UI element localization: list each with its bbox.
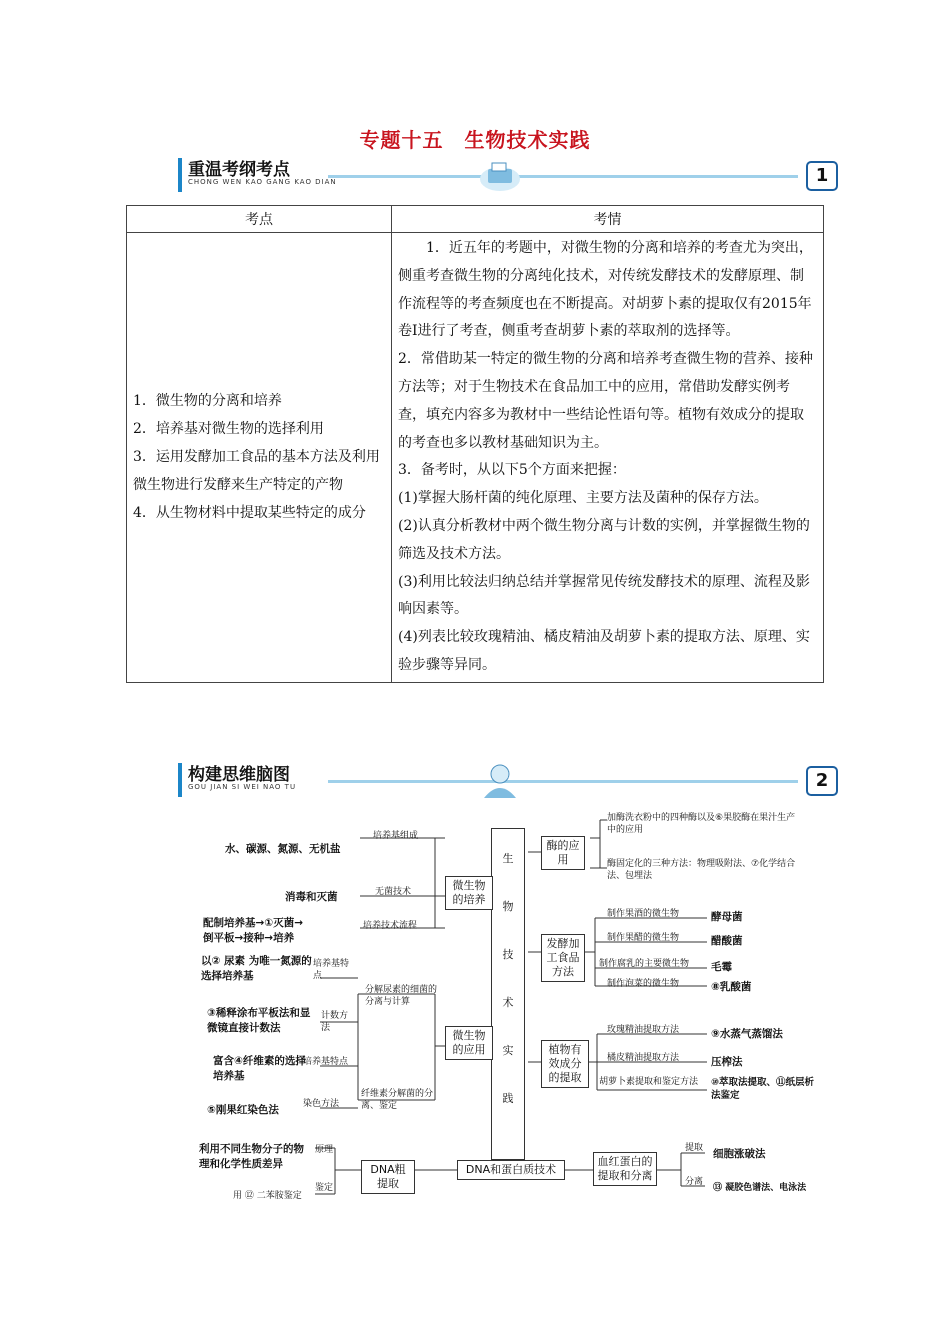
banner-divider [328, 780, 798, 783]
leaf-label: 毛霉 [711, 961, 732, 973]
node-enzyme: 酶的应用 [541, 836, 585, 870]
mind-map [195, 808, 825, 1208]
section-pinyin: GOU JIAN SI WEI NAO TU [188, 783, 297, 791]
edge-label: 培养基特点 [313, 959, 350, 981]
list-item: 2．培养基对微生物的选择利用 [133, 421, 324, 438]
section-number: 2 [806, 766, 838, 796]
edge-label: 原理 [315, 1145, 334, 1155]
center-char: 实 [502, 1044, 514, 1057]
leaf-label: ⑩萃取法提取、⑪纸层析法鉴定 [711, 1077, 815, 1101]
edge-label: 染色方法 [303, 1099, 340, 1109]
node-dna-protein: DNA和蛋白质技术 [457, 1160, 565, 1180]
exam-points-table [126, 205, 824, 683]
exam-situation-cell [392, 233, 824, 683]
edge-label: 培养技术流程 [363, 921, 418, 931]
section-banner-2 [178, 760, 838, 800]
leaf-label: 细胞涨破法 [713, 1148, 766, 1160]
leaf-label: 压榨法 [711, 1056, 743, 1068]
edge-label: 提取 [685, 1143, 704, 1153]
edge-label: 鉴定 [315, 1183, 334, 1193]
sub-node: 分解尿素的细菌的分离与计算 [365, 985, 438, 1007]
leaf-label: 加酶洗衣粉中的四种酶以及⑥果胶酶在果汁生产中的应用 [607, 813, 796, 835]
leaf-label: 配制培养基→①灭菌→倒平板→接种→培养 [203, 917, 303, 944]
page-title: 专题十五 生物技术实践 [359, 128, 591, 152]
edge-label: 培养基组成 [373, 831, 419, 841]
node-culture: 微生物的培养 [445, 876, 493, 910]
desk-illustration-icon [478, 155, 522, 195]
student-illustration-icon [478, 760, 522, 800]
banner-bar [178, 158, 182, 192]
leaf-label: 消毒和灭菌 [285, 891, 338, 903]
paragraph: (3)利用比较法归纳总结并掌握常见传统发酵技术的原理、流程及影响因素等。 [398, 573, 810, 618]
center-char: 技 [502, 948, 514, 961]
leaf-label: 酶固定化的三种方法：物理吸附法、⑦化学结合法、包埋法 [607, 859, 796, 881]
edge-label: 无菌技术 [375, 887, 412, 897]
table-header-cell: 考情 [392, 206, 824, 233]
node-plant-extraction: 植物有效成分的提取 [541, 1040, 589, 1088]
edge-label: 制作果醋的微生物 [607, 933, 680, 943]
banner-bar [178, 763, 182, 797]
banner-divider [328, 175, 798, 178]
center-char: 物 [502, 900, 514, 913]
node-hemoglobin: 血红蛋白的提取和分离 [593, 1152, 657, 1186]
center-char: 生 [502, 852, 514, 865]
leaf-label: ③稀释涂布平板法和显微镜直接计数法 [207, 1007, 311, 1034]
exam-points-cell [127, 233, 392, 683]
paragraph: (2)认真分析教材中两个微生物分离与计数的实例，并掌握微生物的筛选及技术方法。 [398, 517, 810, 562]
center-node [491, 828, 525, 1160]
paragraph: 2．常借助某一特定的微生物的分离和培养考查微生物的营养、接种方法等；对于生物技术在食品加工中的应用，常借助发酵实例考查，填充内容多为教材中一些结论性语句等。植物有效成分的提取的考查也多以教材基础知识为主。 [398, 351, 813, 451]
center-char: 践 [502, 1092, 514, 1105]
edge-label: 制作腐乳的主要微生物 [599, 959, 690, 969]
paragraph: (1)掌握大肠杆菌的纯化原理、主要方法及菌种的保存方法。 [398, 490, 768, 507]
list-item: 1．微生物的分离和培养 [133, 393, 282, 410]
leaf-label: ⑤刚果红染色法 [207, 1104, 279, 1116]
leaf-label: ⑨水蒸气蒸馏法 [711, 1028, 783, 1040]
edge-label: 分离 [685, 1177, 704, 1187]
edge-label: 计数方法 [321, 1011, 349, 1033]
list-item: 3．运用发酵加工食品的基本方法及利用微生物进行发酵来生产特定的产物 [133, 449, 380, 494]
section-banner-1 [178, 155, 838, 195]
leaf-label: 酵母菌 [711, 911, 743, 923]
edge-label: 制作泡菜的微生物 [607, 979, 680, 989]
list-item: 4．从生物材料中提取某些特定的成分 [133, 505, 366, 522]
table-header-cell: 考点 [127, 206, 392, 233]
leaf-label: ⑬ 凝胶色谱法、电泳法 [713, 1183, 807, 1193]
edge-label: 制作果酒的微生物 [607, 909, 680, 919]
section-pinyin: CHONG WEN KAO GANG KAO DIAN [188, 178, 337, 186]
section-title: 构建思维脑图 [188, 765, 290, 785]
leaf-label: 水、碳源、氮源、无机盐 [225, 843, 341, 855]
paragraph: (4)列表比较玫瑰精油、橘皮精油及胡萝卜素的提取方法、原理、实验步骤等异同。 [398, 629, 810, 673]
leaf-label: 富含④纤维素的选择培养基 [213, 1055, 306, 1082]
center-char: 术 [502, 996, 514, 1009]
paragraph: 3．备考时，从以下5个方面来把握： [398, 462, 626, 479]
section-number: 1 [806, 161, 838, 191]
node-dna-crude: DNA粗提取 [361, 1160, 415, 1194]
leaf-label: ⑧乳酸菌 [711, 981, 752, 993]
leaf-label: 用 ⑫ 二苯胺鉴定 [233, 1191, 302, 1201]
node-application: 微生物的应用 [445, 1026, 493, 1060]
leaf-label: 利用不同生物分子的物理和化学性质差异 [199, 1143, 304, 1170]
edge-label: 玫瑰精油提取方法 [607, 1025, 680, 1035]
edge-label: 胡萝卜素提取和鉴定方法 [599, 1077, 699, 1087]
table-row [127, 233, 824, 683]
edge-label: 培养基特点 [303, 1057, 349, 1067]
sub-node: 纤维素分解菌的分离、鉴定 [361, 1089, 434, 1111]
edge-label: 橘皮精油提取方法 [607, 1053, 680, 1063]
section-title: 重温考纲考点 [188, 160, 290, 180]
node-fermentation: 发酵加工食品方法 [541, 934, 585, 982]
paragraph: 1．近五年的考题中，对微生物的分离和培养的考查尤为突出，侧重考查微生物的分离纯化技术，对传统发酵技术的发酵原理、制作流程等的考查频度也在不断提高。对胡萝卜素的提取仅有2015年卷Ⅰ进行了考查，侧重考查胡萝卜素的萃取剂的选择等。 [398, 240, 813, 340]
leaf-label: 以② 尿素 为唯一氮源的选择培养基 [201, 955, 312, 982]
table-header-row [127, 206, 824, 233]
leaf-label: 醋酸菌 [711, 935, 743, 947]
